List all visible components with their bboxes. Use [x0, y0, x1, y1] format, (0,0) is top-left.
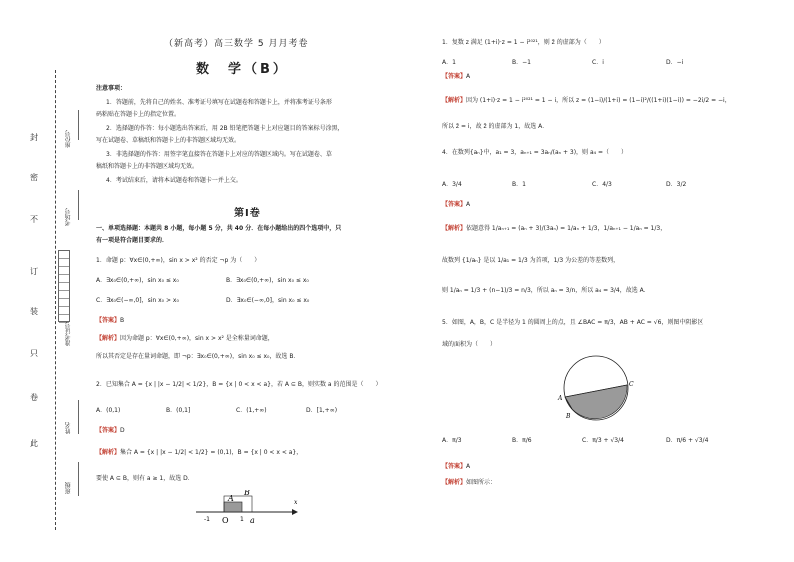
q1-option-d: D．∃x₀∈(−∞,0]，sin x₀ ≤ x₀	[226, 297, 310, 304]
q4-option-a: A．3/4	[442, 181, 462, 188]
q1-stem: 1．命题 p：∀x∈(0,+∞)，sin x > x² 的否定 ¬p 为（ ）	[96, 257, 261, 264]
analysis-tag: 【解析】	[442, 97, 467, 104]
exam-number-boxes	[58, 250, 70, 322]
q3-answer	[442, 72, 470, 81]
q5-option-b: B．π/6	[512, 437, 532, 444]
point-a-label: A	[558, 395, 563, 402]
analysis-tag: 【解析】	[442, 479, 467, 486]
answer-value: B	[120, 317, 125, 324]
q4-option-b: B．1	[512, 181, 526, 188]
number-line-figure	[194, 490, 304, 526]
field-label-name: 姓名	[65, 422, 72, 434]
q2-option-a: A．(0,1)	[96, 407, 121, 414]
shaded-region	[565, 385, 627, 419]
field-label-class: 班级	[65, 482, 72, 494]
q2-stem: 2．已知集合 A = {x | |x − 1/2| < 1/2}，B = {x | 0 < x < a}，若 A ⊆ B，则实数 a 的范围是（ ）	[96, 381, 382, 388]
answer-value: A	[466, 201, 471, 208]
q1-option-c: C．∃x₀∈(−∞,0]，sin x₀ > x₀	[96, 297, 179, 304]
q1-option-a: A．∃x₀∈(0,+∞)，sin x₀ ≤ x₀	[96, 277, 179, 284]
q3-stem: 1．复数 z 满足 (1+i)·z = 1 − i²⁰²¹，则 z̄ 的虚部为（ ）	[442, 39, 605, 46]
seal-char: 不	[30, 215, 38, 224]
q2-option-d: D．[1,+∞)	[306, 407, 338, 414]
point-b-label: B	[566, 413, 571, 420]
q4-analysis	[442, 224, 666, 233]
field-label-room: 考场号	[65, 208, 72, 226]
field-line-seat	[78, 110, 79, 140]
right-column	[440, 0, 770, 562]
notes-heading: 注意事项：	[96, 85, 127, 92]
answer-value: D	[120, 427, 125, 434]
exam-title: （新高考）高三数学 5 月月考卷	[164, 39, 309, 49]
left-column	[84, 0, 414, 562]
q1-analysis-2: 所以其否定是存在量词命题，即 ¬p：∃x₀∈(0,+∞)，sin x₀ ≤ x₀，故选 B．	[96, 353, 300, 360]
answer-value: A	[466, 73, 471, 80]
section-instruction: 有一项是符合题目要求的．	[96, 237, 169, 244]
q5-answer	[442, 462, 470, 471]
notes-line: 3．非选择题的作答：用签字笔直接答在答题卡上对应的答题区域内。写在试题卷、草	[106, 151, 332, 158]
seal-char: 只	[30, 349, 38, 358]
section-title: 第Ⅰ卷	[234, 208, 261, 219]
q4-analysis-2: 故数列 {1/aₙ} 是以 1/a₁ = 1/3 为首项，1/3 为公差的等差数列，	[442, 257, 620, 264]
q2-option-c: C．(1,+∞)	[236, 407, 267, 414]
binding-dashed-line	[55, 70, 56, 530]
q4-answer	[442, 200, 470, 209]
analysis-text: 依题意得 1/aₙ₊₁ = (aₙ + 3)/(3aₙ) = 1/aₙ + 1/3，1/aₙ₊₁ − 1/aₙ = 1/3，	[466, 225, 667, 232]
q3-analysis-2: 所以 z̄ = i，故 z̄ 的虚部为 1，故选 A．	[442, 123, 549, 130]
q3-option-d: D．−i	[666, 59, 684, 66]
answer-tag: 【答案】	[96, 317, 121, 324]
q1-option-b: B．∃x₀∈(0,+∞)，sin x₀ ≤ x₀	[226, 277, 309, 284]
notes-line: 1．答题前，先将自己的姓名、准考证号填写在试题卷和答题卡上，并将准考证号条形	[106, 99, 332, 106]
answer-tag: 【答案】	[96, 427, 121, 434]
notes-line: 码粘贴在答题卡上的指定位置。	[96, 111, 181, 118]
axis-arrow-icon	[292, 509, 298, 515]
a-label: a	[250, 516, 255, 525]
field-label-exam-number: 准考证号	[65, 322, 72, 346]
notes-line: 4．考试结束后，请将本试题卷和答题卡一并上交。	[106, 177, 242, 184]
analysis-tag: 【解析】	[442, 225, 467, 232]
q2-analysis	[96, 448, 302, 457]
q5-option-a: A．π/3	[442, 437, 462, 444]
seal-char: 此	[30, 439, 38, 448]
notes-line: 稿纸和答题卡上的非答题区域均无效。	[96, 163, 199, 170]
point-c-label: C	[629, 381, 634, 388]
q4-stem: 4．在数列{aₙ}中，a₁ = 3，aₙ₊₁ = 3aₙ/(aₙ + 3)，则 a₄ =（ ）	[442, 149, 627, 156]
binding-margin	[0, 0, 96, 562]
q5-option-c: C．π/3 + √3/4	[582, 437, 624, 444]
notes-line: 2．选择题的作答：每小题选出答案后，用 2B 铅笔把答题卡上对应题目的答案标号涂黑，	[106, 125, 344, 132]
q1-answer	[96, 316, 124, 325]
seal-char: 订	[30, 267, 38, 276]
analysis-text: 因为命题 p：∀x∈(0,+∞)，sin x > x² 是全称量词命题，	[120, 335, 274, 342]
answer-value: A	[466, 463, 471, 470]
seal-char: 卷	[30, 393, 38, 402]
q2-answer	[96, 426, 125, 435]
section-instruction: 一、单项选择题：本题共 8 小题，每小题 5 分，共 40 分．在每小题给出的四个选项中，只	[96, 225, 342, 232]
set-a-label: A	[228, 494, 234, 503]
field-label-seat: 座位号	[65, 130, 72, 148]
notes-line: 写在试题卷、草稿纸和答题卡上的非答题区域均无效。	[96, 137, 241, 144]
set-b-label: B	[244, 490, 250, 497]
q4-option-d: D．3/2	[666, 181, 687, 188]
q2-option-b: B．(0,1]	[166, 407, 191, 414]
analysis-text: 集合 A = {x | |x − 1/2| < 1/2} = (0,1)，B = {x | 0 < x < a}，	[120, 449, 303, 456]
analysis-text: 如图所示：	[466, 479, 497, 486]
field-line-class	[78, 462, 79, 496]
tick-label: -1	[204, 516, 210, 523]
analysis-tag: 【解析】	[96, 449, 121, 456]
q3-analysis	[442, 96, 731, 105]
seal-char: 封	[30, 133, 38, 142]
q4-analysis-3: 则 1/aₙ = 1/3 + (n−1)/3 = n/3，所以 aₙ = 3/n，所以 a₄ = 3/4，故选 A．	[442, 287, 650, 294]
q1-analysis	[96, 334, 274, 343]
q3-option-c: C．i	[592, 59, 604, 66]
answer-tag: 【答案】	[442, 201, 467, 208]
x-label: x	[294, 499, 298, 506]
q5-stem-2: 域的面积为（ ）	[442, 341, 497, 348]
answer-tag: 【答案】	[442, 463, 467, 470]
circle-figure	[556, 348, 636, 428]
seal-char: 装	[30, 307, 38, 316]
q5-analysis	[442, 478, 496, 487]
q2-analysis-2: 要使 A ⊆ B，则有 a ≥ 1，故选 D．	[96, 475, 194, 482]
seal-char: 密	[30, 173, 38, 182]
q5-option-d: D．π/6 + √3/4	[666, 437, 709, 444]
analysis-tag: 【解析】	[96, 335, 121, 342]
q4-option-c: C．4/3	[592, 181, 612, 188]
set-a-shaded	[224, 502, 242, 512]
origin-label: O	[222, 516, 229, 525]
q3-option-b: B．−1	[512, 59, 531, 66]
q3-option-a: A．1	[442, 59, 456, 66]
tick-label: 1	[240, 516, 244, 523]
exam-subtitle: 数 学（B）	[196, 62, 289, 77]
field-line-room	[78, 190, 79, 220]
field-line-name	[78, 400, 79, 434]
answer-tag: 【答案】	[442, 73, 467, 80]
q5-stem: 5．如图，A，B，C 是半径为 1 的圆周上的点，且 ∠BAC = π/3，AB + AC = √6，则图中阴影区	[442, 319, 704, 326]
analysis-text: 因为 (1+i)·z = 1 − i²⁰²¹ = 1 − i，所以 z = (1−i)/(1+i) = (1−i)²/((1+i)(1−i)) = −2i/2 = −i，	[466, 97, 731, 104]
